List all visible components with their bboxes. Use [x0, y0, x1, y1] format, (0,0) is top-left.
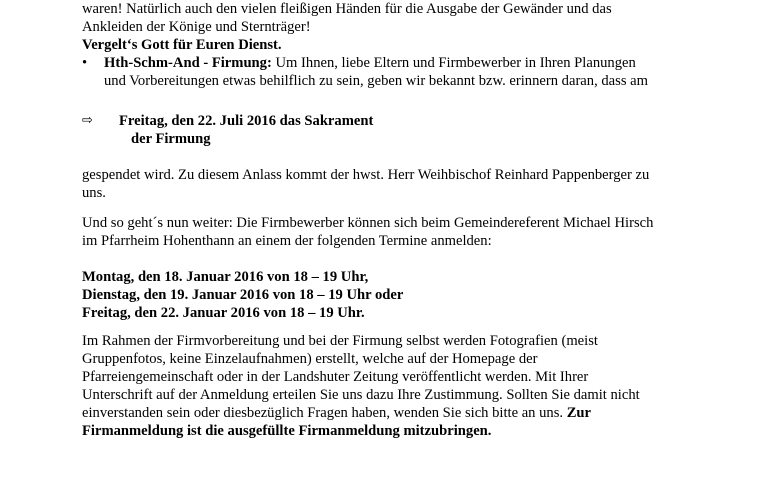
highlight-line-2: der Firmung [131, 131, 211, 147]
para3-line-4: Unterschrift auf der Anmeldung erteilen Sie uns dazu Ihre Zustimmung. Sollten Sie damit nicht [82, 387, 640, 403]
date-text-1: Montag, den 18. Januar 2016 von 18 – 19 Uhr, [82, 269, 369, 285]
para3-line-1: Im Rahmen der Firmvorbereitung und bei der Firmung selbst werden Fotografien (meist [82, 333, 598, 349]
date-line-1 [82, 268, 722, 286]
intro-line-1: waren! Natürlich auch den vielen fleißigen Händen für die Ausgabe der Gewänder und das [82, 1, 612, 17]
date-line-2 [82, 286, 722, 304]
intro-paragraph [82, 0, 722, 54]
para1-line-1: gespendet wird. Zu diesem Anlass kommt der hwst. Herr Weihbischof Reinhard Pappenberger zu [82, 167, 650, 183]
para3-line-3: Pfarreiengemeinschaft oder in der Landshuter Zeitung veröffentlicht werden. Mit Ihrer [82, 369, 589, 385]
thanks-line [82, 36, 722, 54]
para3-bold-a: Zur [563, 405, 592, 421]
para2-line-1: Und so geht´s nun weiter: Die Firmbewerber können sich beim Gemeindereferent Michael Hirsch [82, 215, 654, 231]
bullet-line-2: und Vorbereitungen etwas behilflich zu sein, geben wir bekannt bzw. erinnern daran, dass am [104, 73, 648, 89]
registration-dates [82, 268, 722, 322]
bullet-heading: Hth-Schm-And - Firmung: [104, 55, 272, 71]
paragraph-registration [82, 214, 722, 250]
paragraph-bishop [82, 166, 722, 202]
para3-line-5-text: einverstanden sein oder diesbezüglich Fragen haben, wenden Sie sich bitte an uns. [82, 405, 564, 421]
para2-line-2: im Pfarrheim Hohenthann an einem der folgenden Termine anmelden: [82, 233, 492, 249]
para1-line-2: uns. [82, 185, 106, 201]
para3-line-6 [82, 422, 722, 440]
bullet-line-1 [104, 54, 722, 72]
date-text-2: Dienstag, den 19. Januar 2016 von 18 – 19 Uhr oder [82, 287, 404, 303]
intro-line-2: Ankleiden der Könige und Sternträger! [82, 19, 311, 35]
highlight-text [119, 112, 719, 148]
date-text-3: Freitag, den 22. Januar 2016 von 18 – 19 Uhr. [82, 305, 365, 321]
para3-line-2: Gruppenfotos, keine Einzelaufnahmen) erstellt, welche auf der Homepage der [82, 351, 538, 367]
para3-line-5 [82, 404, 722, 422]
bullet-line-1-text: Um Ihnen, liebe Eltern und Firmbewerber in Ihren Planungen [271, 55, 636, 71]
paragraph-photos [82, 332, 722, 440]
highlight-line-1: Freitag, den 22. Juli 2016 das Sakrament [119, 113, 374, 129]
bullet-marker: • [82, 55, 88, 71]
bullet-text [104, 54, 722, 90]
para3-bold-b: Firmanmeldung ist die ausgefüllte Firmanmeldung mitzubringen. [82, 423, 492, 439]
date-line-3 [82, 304, 722, 322]
arrow-icon: ⇨ [82, 113, 93, 128]
thanks-text: Vergelt‘s Gott für Euren Dienst. [82, 37, 282, 53]
